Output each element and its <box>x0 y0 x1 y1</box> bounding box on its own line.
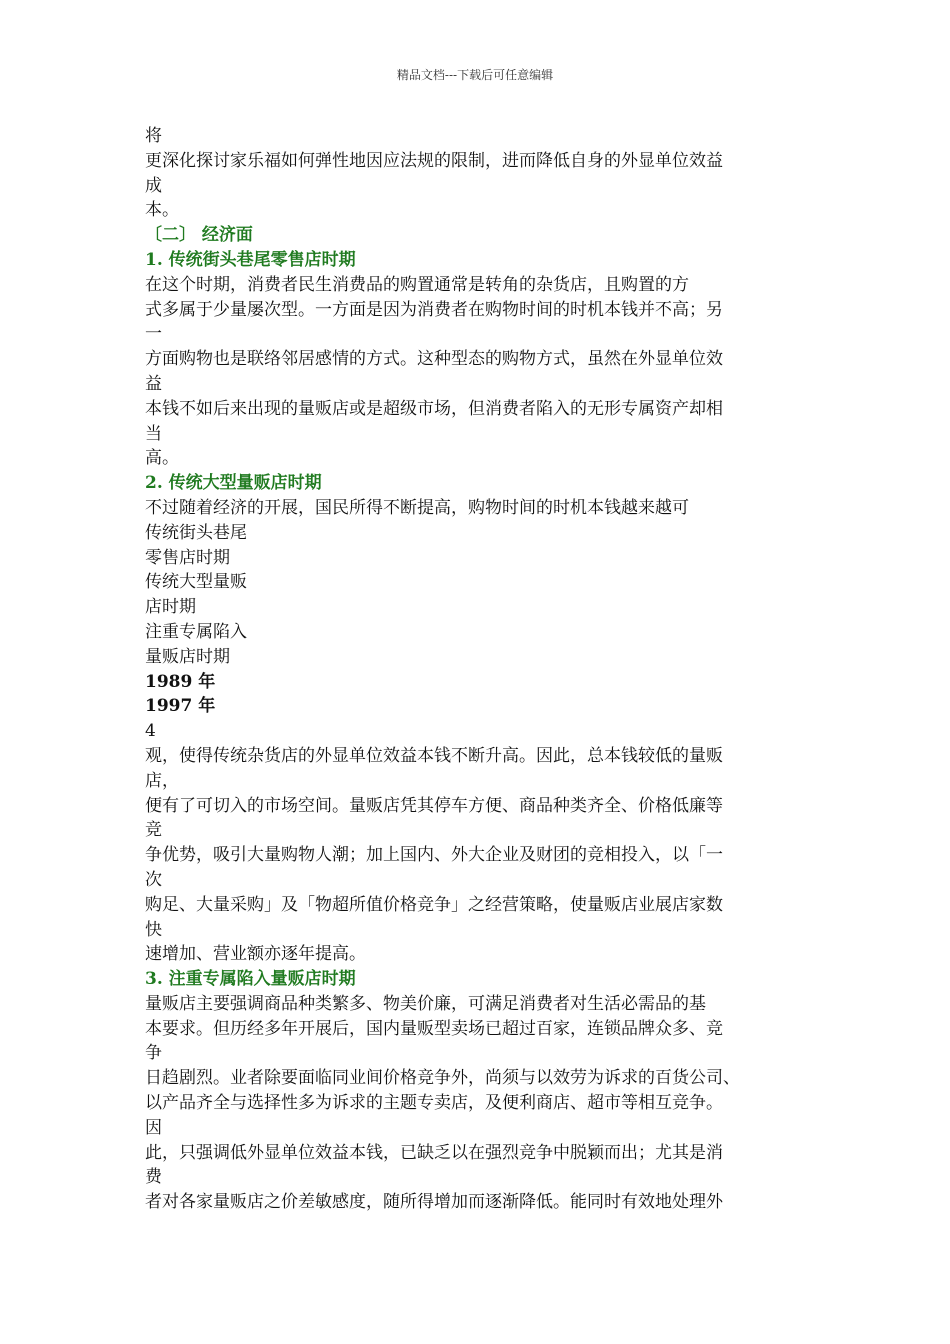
text-line: 成 <box>145 175 162 196</box>
text-line: 更深化探讨家乐福如何弹性地因应法规的限制，进而降低自身的外显单位效益 <box>145 150 723 171</box>
text-line: 方面购物也是联络邻居感情的方式。这种型态的购物方式，虽然在外显单位效 <box>145 349 723 370</box>
text-line: 者对各家量贩店之价差敏感度，随所得增加而逐渐降低。能同时有效地处理外 <box>145 1192 723 1213</box>
text-line: 量贩店时期 <box>145 646 230 667</box>
text-line: 费 <box>145 1167 162 1188</box>
text-line: 观，使得传统杂货店的外显单位效益本钱不断升高。因此，总本钱较低的量贩 <box>145 745 723 766</box>
text-line: 当 <box>145 423 162 444</box>
text-line: 在这个时期，消费者民生消费品的购置通常是转角的杂货店，且购置的方 <box>145 274 689 295</box>
text-line: 式多属于少量屡次型。一方面是因为消费者在购物时间的时机本钱并不高；另 <box>145 299 723 320</box>
document-body <box>145 124 825 1215</box>
text-line: 1997 年 <box>145 696 216 717</box>
text-line: 零售店时期 <box>145 547 230 568</box>
text-line: 传统大型量贩 <box>145 572 247 593</box>
text-line: 因 <box>145 1117 162 1138</box>
text-line: 快 <box>145 919 162 940</box>
text-line: 4 <box>145 721 156 742</box>
text-line: 店时期 <box>145 597 196 618</box>
text-line: 争优势，吸引大量购物人潮；加上国内、外大企业及财团的竞相投入，以「一 <box>145 845 723 866</box>
text-line: 便有了可切入的市场空间。量贩店凭其停车方便、商品种类齐全、价格低廉等 <box>145 795 723 816</box>
text-line: 次 <box>145 869 162 890</box>
text-line: 购足、大量采购」及「物超所值价格竞争」之经营策略，使量贩店业展店家数 <box>145 894 723 915</box>
text-line: 本。 <box>145 200 179 221</box>
text-line: 高。 <box>145 448 179 469</box>
section-heading: 1. 传统街头巷尾零售店时期 <box>145 249 356 270</box>
text-line: 益 <box>145 373 162 394</box>
text-line: 1989 年 <box>145 671 216 692</box>
text-line: 日趋剧烈。业者除要面临同业间价格竞争外，尚须与以效劳为诉求的百货公司、 <box>145 1068 740 1089</box>
section-heading: 〔二〕 经济面 <box>145 225 253 246</box>
text-line: 速增加、营业额亦逐年提高。 <box>145 944 366 965</box>
text-line: 传统街头巷尾 <box>145 522 247 543</box>
text-line: 争 <box>145 1043 162 1064</box>
text-line: 以产品齐全与选择性多为诉求的主题专卖店，及便利商店、超市等相互竞争。 <box>145 1093 723 1114</box>
text-line: 一 <box>145 324 162 345</box>
text-line: 竞 <box>145 820 162 841</box>
page-header: 精品文档---下载后可任意编辑 <box>396 68 554 82</box>
section-heading: 3. 注重专属陷入量贩店时期 <box>145 969 356 990</box>
text-line: 本要求。但历经多年开展后，国内量贩型卖场已超过百家，连锁品牌众多、竞 <box>145 1018 723 1039</box>
text-line: 本钱不如后来出现的量贩店或是超级市场，但消费者陷入的无形专属资产却相 <box>145 398 723 419</box>
text-line: 注重专属陷入 <box>145 621 247 642</box>
text-line: 此，只强调低外显单位效益本钱，已缺乏以在强烈竞争中脱颖而出；尤其是消 <box>145 1142 723 1163</box>
text-line: 将 <box>145 126 162 146</box>
text-line: 店， <box>145 770 179 791</box>
section-heading: 2. 传统大型量贩店时期 <box>145 473 322 494</box>
text-line: 不过随着经济的开展，国民所得不断提高，购物时间的时机本钱越来越可 <box>145 497 689 518</box>
text-line: 量贩店主要强调商品种类繁多、物美价廉，可满足消费者对生活必需品的基 <box>145 993 706 1014</box>
